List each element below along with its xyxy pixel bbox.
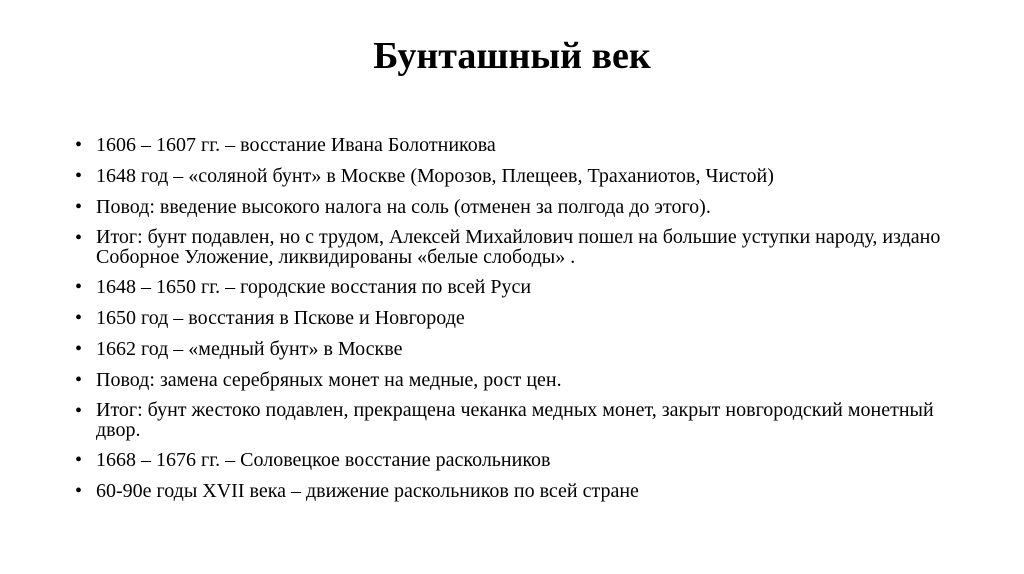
list-item-text: Итог: бунт жестоко подавлен, прекращена чеканка медных монет, закрыт новгородский монетный двор. [96,399,934,441]
bullet-icon: • [75,480,83,502]
list-item-text: 1650 год – восстания в Пскове и Новгороде [96,307,465,329]
list-item-text: Повод: замена серебряных монет на медные, рост цен. [96,369,562,391]
bullet-list [75,134,955,511]
bullet-icon: • [75,196,83,218]
list-item [75,338,955,360]
list-item-text: Повод: введение высокого налога на соль (отменен за полгода до этого). [96,196,711,218]
list-item-text: 1606 – 1607 гг. – восстание Ивана Болотникова [96,134,496,156]
list-item [75,134,955,156]
slide-title: Бунташный век [373,35,651,77]
list-item-text: 1648 год – «соляной бунт» в Москве (Морозов, Плещеев, Траханиотов, Чистой) [96,165,774,187]
list-item [75,165,955,187]
list-item [75,449,955,471]
list-item [75,276,955,298]
list-item-text: 1648 – 1650 гг. – городские восстания по всей Руси [96,276,532,298]
bullet-icon: • [75,400,83,422]
list-item [75,227,955,267]
list-item [75,369,955,391]
bullet-icon: • [75,134,83,156]
list-item-text: 1668 – 1676 гг. – Соловецкое восстание раскольников [96,449,551,471]
list-item [75,480,955,502]
bullet-icon: • [75,449,83,471]
list-item [75,196,955,218]
bullet-icon: • [75,276,83,298]
bullet-icon: • [75,227,83,249]
list-item [75,400,955,440]
bullet-icon: • [75,165,83,187]
list-item-text: Итог: бунт подавлен, но с трудом, Алексей Михайлович пошел на большие уступки народу, издано Соборное Уложение, ликвидированы «белые слободы» . [96,226,941,268]
bullet-icon: • [75,369,83,391]
bullet-icon: • [75,307,83,329]
list-item-text: 1662 год – «медный бунт» в Москве [96,338,403,360]
bullet-icon: • [75,338,83,360]
list-item [75,307,955,329]
list-item-text: 60-90е годы XVII века – движение раскольников по всей стране [96,480,639,502]
